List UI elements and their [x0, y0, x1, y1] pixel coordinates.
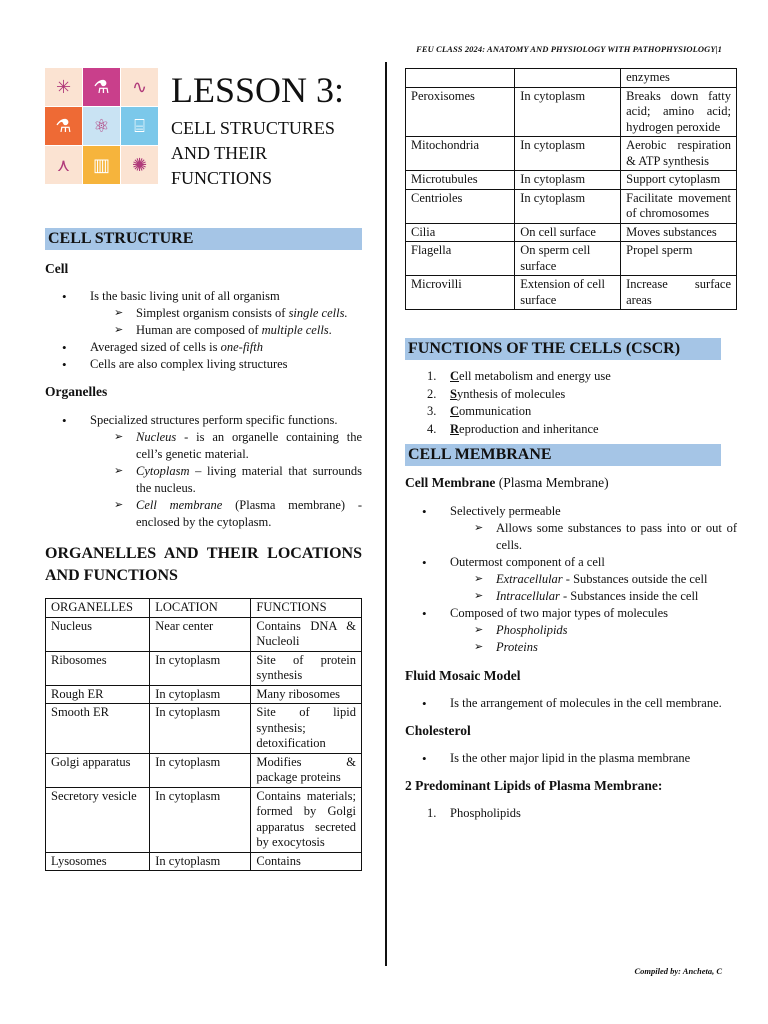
cell-bullets: [45, 288, 362, 373]
table-cell: Facilitate movement of chromosomes: [621, 189, 737, 223]
list-item: ➢ Intracellular - Substances inside the cell: [405, 588, 737, 605]
table-cell: enzymes: [621, 69, 737, 88]
fluid-mosaic-label: Fluid Mosaic Model: [405, 668, 521, 683]
table-row: [406, 69, 737, 88]
organelles-table-continued: [405, 68, 737, 310]
cell-membrane-label: Cell Membrane: [405, 475, 496, 490]
molecule-icon: ✳: [45, 68, 82, 106]
table-row: [406, 87, 737, 137]
flasks-icon: ⚗: [83, 68, 120, 106]
fluid-mosaic-text: • Is the arrangement of molecules in the cell membrane.: [405, 695, 737, 712]
table-cell: In cytoplasm: [150, 852, 251, 871]
cell-label: Cell: [45, 261, 69, 276]
list-item: 4. Reproduction and inheritance: [427, 421, 599, 436]
table-row: [46, 651, 362, 685]
organelles-bullets: [45, 412, 362, 531]
list-item: • Outermost component of a cell: [405, 554, 737, 571]
table-cell: Increase surface areas: [621, 276, 737, 310]
table-cell: Many ribosomes: [251, 685, 362, 704]
table-cell: Extension of cell surface: [515, 276, 621, 310]
table-header-cell: ORGANELLES: [46, 599, 150, 618]
table-row: [46, 753, 362, 787]
table-cell: On cell surface: [515, 223, 621, 242]
list-item: ➢ Cell membrane (Plasma membrane) - enclosed by the cytoplasm.: [45, 497, 362, 531]
table-header-cell: FUNCTIONS: [251, 599, 362, 618]
table-cell: Lysosomes: [46, 852, 150, 871]
functions-list: [405, 368, 737, 438]
lesson-title: LESSON 3:: [171, 70, 345, 110]
list-item: ➢ Nucleus - is an organelle containing the cell’s genetic material.: [45, 429, 362, 463]
table-row: [406, 276, 737, 310]
table-header-row: [46, 599, 362, 618]
lesson-subtitle: CELL STRUCTURES AND THEIR FUNCTIONS: [171, 118, 335, 188]
table-cell: Ribosomes: [46, 651, 150, 685]
cholesterol-text: • Is the other major lipid in the plasma membrane: [405, 750, 737, 767]
table-cell: Rough ER: [46, 685, 150, 704]
list-item: • Selectively permeable: [405, 503, 737, 520]
table-row: [406, 189, 737, 223]
table-cell: In cytoplasm: [150, 787, 251, 852]
table-cell: In cytoplasm: [150, 704, 251, 754]
table-row: [46, 685, 362, 704]
right-column: [405, 68, 737, 823]
table-row: [46, 617, 362, 651]
table-cell: In cytoplasm: [515, 87, 621, 137]
table-cell: [515, 69, 621, 88]
table-cell: Site of lipid synthesis; detoxification: [251, 704, 362, 754]
list-item: 2. Synthesis of molecules: [427, 386, 566, 401]
science-icon-grid: [45, 68, 158, 184]
table-cell: Support cytoplasm: [621, 171, 737, 190]
table-cell: Nucleus: [46, 617, 150, 651]
table-cell: In cytoplasm: [150, 753, 251, 787]
cell-membrane-heading: CELL MEMBRANE: [405, 444, 721, 466]
table-cell: Contains DNA & Nucleoli: [251, 617, 362, 651]
table-cell: Flagella: [406, 242, 515, 276]
table-cell: Peroxisomes: [406, 87, 515, 137]
table-cell: Cilia: [406, 223, 515, 242]
list-item: ➢ Cytoplasm – living material that surrounds the nucleus.: [45, 463, 362, 497]
table-cell: Golgi apparatus: [46, 753, 150, 787]
cell-structure-heading: CELL STRUCTURE: [45, 228, 362, 250]
table-header-cell: LOCATION: [150, 599, 251, 618]
cell-membrane-subheading: [405, 474, 737, 491]
footer-credit: Compiled by: Ancheta, C: [634, 966, 722, 976]
dna-icon: ∿: [121, 68, 158, 106]
page-header: FEU CLASS 2024: ANATOMY AND PHYSIOLOGY WITH PATHOPHYSIOLOGY|1: [416, 44, 722, 54]
column-divider: [385, 62, 387, 966]
table-cell: In cytoplasm: [150, 651, 251, 685]
list-item: ➢ Extracellular - Substances outside the cell: [405, 571, 737, 588]
table-row: [406, 171, 737, 190]
table-cell: Contains: [251, 852, 362, 871]
list-item: ➢ Allows some substances to pass into or out of cells.: [405, 520, 737, 554]
table-cell: Near center: [150, 617, 251, 651]
table-row: [406, 137, 737, 171]
table-cell: Modifies & package proteins: [251, 753, 362, 787]
table-row: [406, 223, 737, 242]
table-cell: Breaks down fatty acid; amino acid; hydrogen peroxide: [621, 87, 737, 137]
organelles-locations-heading: ORGANELLES AND THEIR LOCATIONS AND FUNCTIONS: [45, 545, 362, 584]
list-item: 1. Cell metabolism and energy use: [427, 369, 611, 383]
flask-icon: ⚗: [45, 107, 82, 145]
membrane-bullets: [405, 503, 737, 656]
list-item: ➢ Human are composed of multiple cells.: [45, 322, 362, 339]
list-item: ➢ Proteins: [405, 639, 737, 656]
plasma-membrane-label: (Plasma Membrane): [495, 475, 609, 490]
list-item: ➢ Simplest organism consists of single cells.: [45, 305, 362, 322]
organelles-table: [45, 598, 362, 871]
table-cell: [406, 69, 515, 88]
predominant-lipids-label: 2 Predominant Lipids of Plasma Membrane:: [405, 778, 663, 793]
table-cell: Mitochondria: [406, 137, 515, 171]
table-row: [46, 787, 362, 852]
molecule-icon: ⋏: [45, 146, 82, 184]
table-cell: In cytoplasm: [515, 137, 621, 171]
list-item: 1. Phospholipids: [427, 806, 521, 820]
table-cell: Propel sperm: [621, 242, 737, 276]
organelles-label: Organelles: [45, 384, 108, 399]
beaker-icon: ⌸: [121, 107, 158, 145]
list-item: • Composed of two major types of molecules: [405, 605, 737, 622]
list-item: ➢ Phospholipids: [405, 622, 737, 639]
list-item: • Is the basic living unit of all organism: [45, 288, 362, 305]
table-cell: Centrioles: [406, 189, 515, 223]
test-tubes-icon: ▥: [83, 146, 120, 184]
table-cell: Aerobic respiration & ATP synthesis: [621, 137, 737, 171]
list-item: • Averaged sized of cells is one-fifth: [45, 339, 362, 356]
table-cell: Microtubules: [406, 171, 515, 190]
list-item: • Cells are also complex living structures: [45, 356, 362, 373]
atom-icon: ⚛: [83, 107, 120, 145]
list-item: • Specialized structures perform specific functions.: [45, 412, 362, 429]
table-cell: Contains materials; formed by Golgi apparatus secreted by exocytosis: [251, 787, 362, 852]
table-cell: Microvilli: [406, 276, 515, 310]
table-cell: Site of protein synthesis: [251, 651, 362, 685]
table-cell: In cytoplasm: [515, 189, 621, 223]
table-cell: Moves substances: [621, 223, 737, 242]
table-cell: On sperm cell surface: [515, 242, 621, 276]
table-cell: Secretory vesicle: [46, 787, 150, 852]
virus-icon: ✺: [121, 146, 158, 184]
table-row: [46, 852, 362, 871]
table-row: [406, 242, 737, 276]
table-row: [46, 704, 362, 754]
table-cell: In cytoplasm: [515, 171, 621, 190]
table-cell: In cytoplasm: [150, 685, 251, 704]
cholesterol-label: Cholesterol: [405, 723, 471, 738]
list-item: 3. Communication: [427, 404, 532, 418]
table-cell: Smooth ER: [46, 704, 150, 754]
functions-heading: FUNCTIONS OF THE CELLS (CSCR): [405, 338, 721, 360]
